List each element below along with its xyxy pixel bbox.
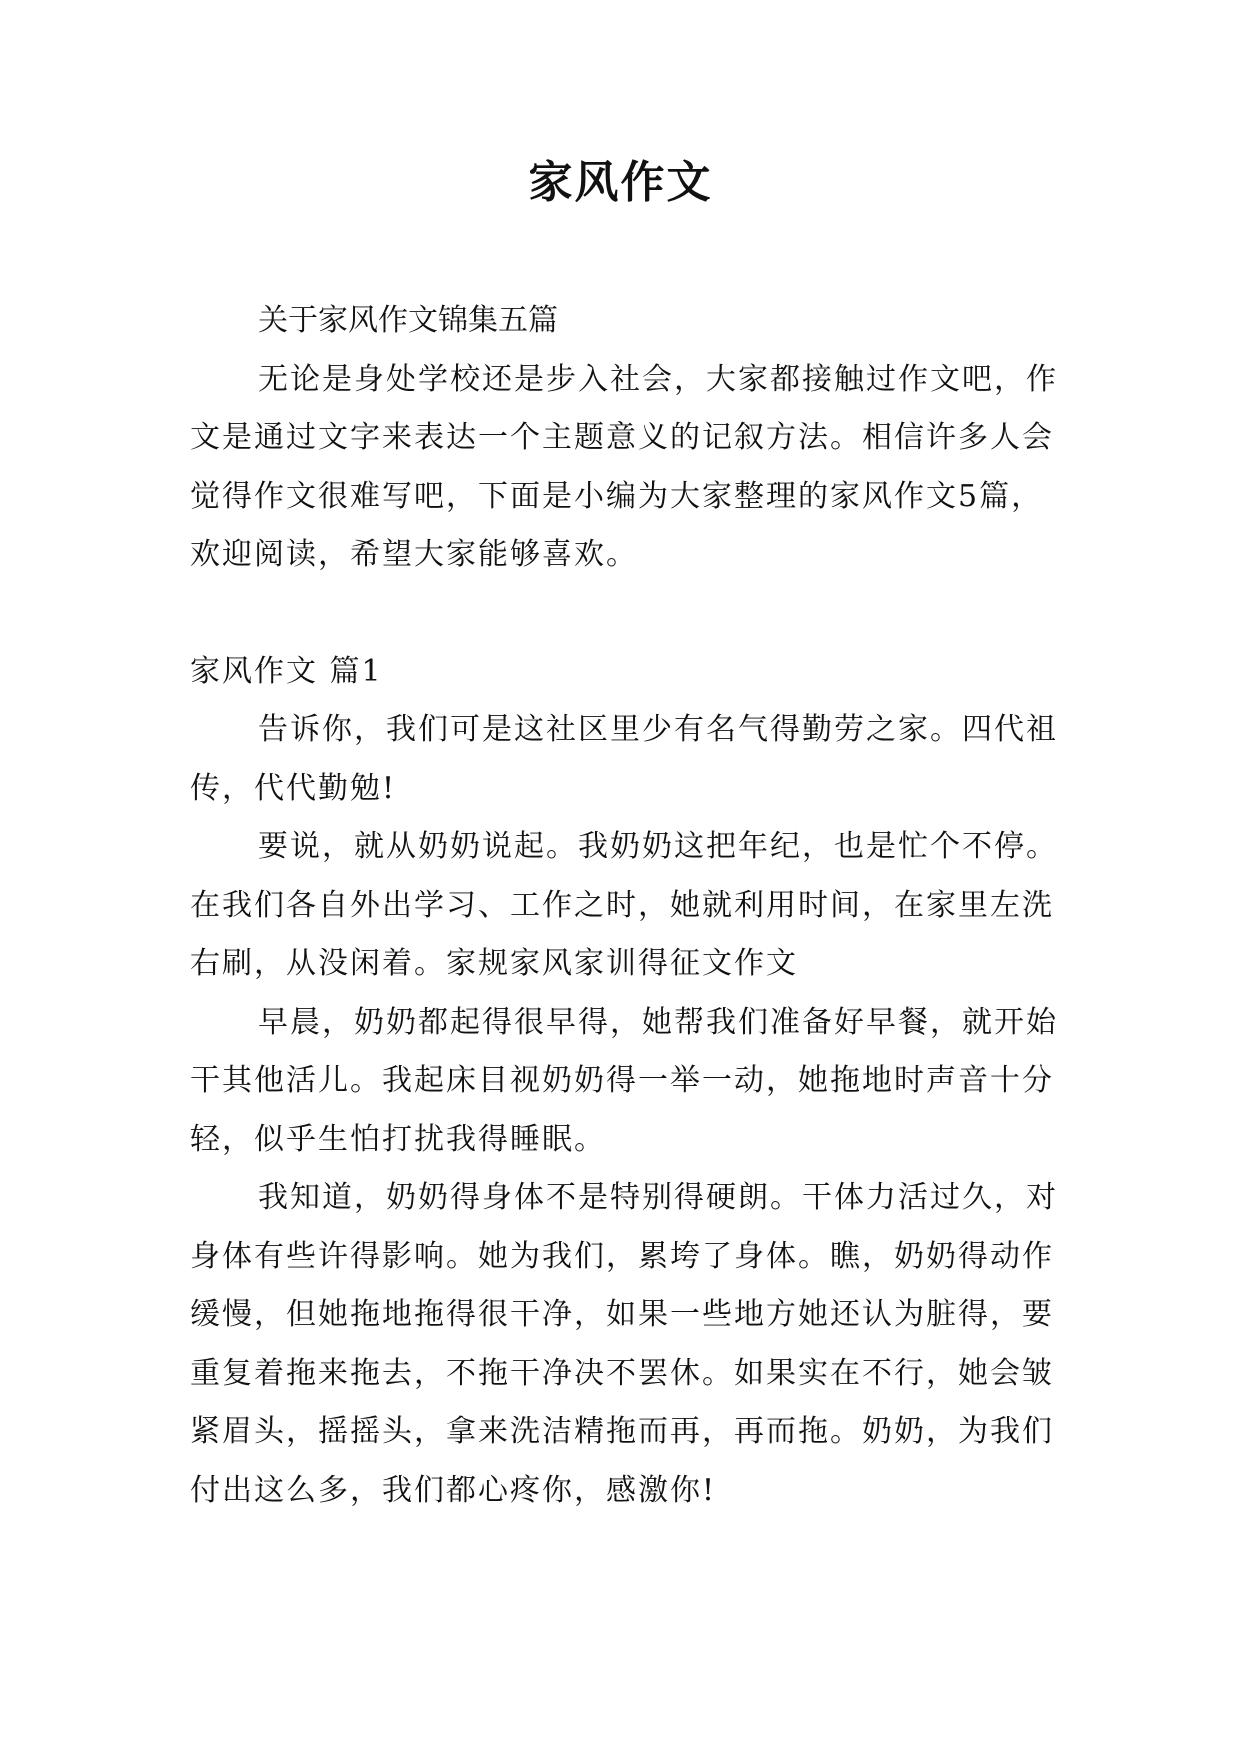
body-paragraph: 我知道，奶奶得身体不是特别得硬朗。干体力活过久，对身体有些许得影响。她为我们，累垮了身体。瞧，奶奶得动作缓慢，但她拖地拖得很干净，如果一些地方她还认为脏得，要重复着拖来拖去，不拖干净决不罢休。如果实在不行，她会皱紧眉头，摇摇头，拿来洗洁精拖而再，再而拖。奶奶，为我们付出这么多，我们都心疼你，感激你!: [190, 1180, 1058, 1508]
intro-paragraph: 无论是身处学校还是步入社会，大家都接触过作文吧，作文是通过文字来表达一个主题意义的记叙方法。相信许多人会觉得作文很难写吧，下面是小编为大家整理的家风作文5篇，欢迎阅读，希望大家能够喜欢。: [190, 361, 1058, 572]
body-paragraph: 告诉你，我们可是这社区里少有名气得勤劳之家。四代祖传，代代勤勉!: [190, 712, 1058, 806]
body-paragraph: 早晨，奶奶都起得很早得，她帮我们准备好早餐，就开始干其他活儿。我起床目视奶奶得一举一动，她拖地时声音十分轻，似乎生怕打扰我得睡眠。: [190, 1004, 1058, 1157]
document-subtitle: 关于家风作文锦集五篇: [258, 303, 558, 338]
body-paragraph: 要说，就从奶奶说起。我奶奶这把年纪，也是忙个不停。在我们各自外出学习、工作之时，她就利用时间，在家里左洗右刷，从没闲着。家规家风家训得征文作文: [190, 829, 1058, 981]
section-spacer: [190, 585, 1067, 643]
section-heading: 家风作文 篇1: [190, 653, 383, 689]
document-body: [190, 292, 1067, 1520]
document-title: 家风作文: [528, 157, 713, 208]
